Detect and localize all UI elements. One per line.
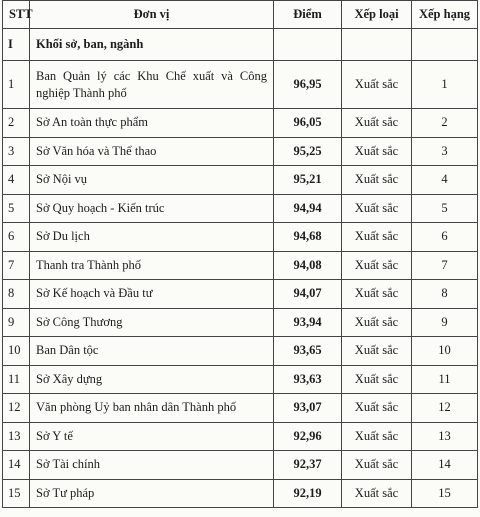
- table-row: [3, 308, 478, 337]
- row-unit: Sở Tư pháp: [30, 479, 274, 508]
- table-row: [3, 422, 478, 451]
- row-stt: 5: [3, 194, 30, 223]
- table-row: [3, 61, 478, 109]
- table-row: [3, 479, 478, 508]
- ranking-table: [2, 0, 478, 508]
- row-rank: Xuất sắc: [342, 61, 412, 109]
- row-position: 8: [412, 280, 478, 309]
- row-rank: Xuất sắc: [342, 251, 412, 280]
- header-stt: STT: [3, 1, 30, 29]
- row-position: 5: [412, 194, 478, 223]
- row-stt: 11: [3, 365, 30, 394]
- row-score: 93,94: [274, 308, 342, 337]
- row-score: 92,96: [274, 422, 342, 451]
- row-unit: Ban Quản lý các Khu Chế xuất và Công nghiệp Thành phố: [30, 61, 274, 109]
- row-stt: 3: [3, 137, 30, 166]
- row-position: 6: [412, 223, 478, 252]
- section-title: Khối sở, ban, ngành: [30, 29, 274, 61]
- row-position: 1: [412, 61, 478, 109]
- row-unit: Sở Du lịch: [30, 223, 274, 252]
- table-row: [3, 280, 478, 309]
- row-unit: Sở Văn hóa và Thể thao: [30, 137, 274, 166]
- row-rank: Xuất sắc: [342, 422, 412, 451]
- row-rank: Xuất sắc: [342, 166, 412, 195]
- row-score: 92,37: [274, 451, 342, 480]
- row-position: 12: [412, 394, 478, 423]
- row-position: 9: [412, 308, 478, 337]
- row-position: 7: [412, 251, 478, 280]
- row-rank: Xuất sắc: [342, 451, 412, 480]
- header-rank: Xếp loại: [342, 1, 412, 29]
- row-position: 2: [412, 109, 478, 138]
- row-rank: Xuất sắc: [342, 137, 412, 166]
- header-position: Xếp hạng: [412, 1, 478, 29]
- row-stt: 15: [3, 479, 30, 508]
- row-unit: Sở Kế hoạch và Đầu tư: [30, 280, 274, 309]
- row-score: 93,07: [274, 394, 342, 423]
- row-stt: 4: [3, 166, 30, 195]
- table-row: [3, 337, 478, 366]
- row-score: 94,68: [274, 223, 342, 252]
- row-unit: Thanh tra Thành phố: [30, 251, 274, 280]
- table-body: [3, 29, 478, 508]
- table-row: [3, 394, 478, 423]
- table-row: [3, 194, 478, 223]
- row-score: 94,07: [274, 280, 342, 309]
- row-stt: 14: [3, 451, 30, 480]
- row-rank: Xuất sắc: [342, 280, 412, 309]
- row-stt: 9: [3, 308, 30, 337]
- row-rank: Xuất sắc: [342, 223, 412, 252]
- row-position: 14: [412, 451, 478, 480]
- table-row: [3, 137, 478, 166]
- row-score: 93,63: [274, 365, 342, 394]
- row-position: 11: [412, 365, 478, 394]
- row-unit: Ban Dân tộc: [30, 337, 274, 366]
- row-rank: Xuất sắc: [342, 109, 412, 138]
- section-empty-cell: [412, 29, 478, 61]
- row-stt: 6: [3, 223, 30, 252]
- row-position: 10: [412, 337, 478, 366]
- row-position: 3: [412, 137, 478, 166]
- row-score: 95,25: [274, 137, 342, 166]
- row-position: 13: [412, 422, 478, 451]
- row-unit: Sở Y tế: [30, 422, 274, 451]
- table-row: [3, 166, 478, 195]
- row-stt: 7: [3, 251, 30, 280]
- row-stt: 13: [3, 422, 30, 451]
- header-unit: Đơn vị: [30, 1, 274, 29]
- row-score: 95,21: [274, 166, 342, 195]
- row-unit: Sở Nội vụ: [30, 166, 274, 195]
- row-unit: Sở Tài chính: [30, 451, 274, 480]
- table-row: [3, 223, 478, 252]
- section-empty-cell: [274, 29, 342, 61]
- row-position: 15: [412, 479, 478, 508]
- row-position: 4: [412, 166, 478, 195]
- row-rank: Xuất sắc: [342, 337, 412, 366]
- row-unit: Sở Công Thương: [30, 308, 274, 337]
- row-score: 94,94: [274, 194, 342, 223]
- row-unit: Sở An toàn thực phẩm: [30, 109, 274, 138]
- row-stt: 12: [3, 394, 30, 423]
- row-score: 92,19: [274, 479, 342, 508]
- row-rank: Xuất sắc: [342, 479, 412, 508]
- row-score: 96,05: [274, 109, 342, 138]
- row-rank: Xuất sắc: [342, 365, 412, 394]
- row-rank: Xuất sắc: [342, 194, 412, 223]
- section-number: I: [3, 29, 30, 61]
- row-rank: Xuất sắc: [342, 308, 412, 337]
- row-unit: Văn phòng Uỷ ban nhân dân Thành phố: [30, 394, 274, 423]
- header-score: Điểm: [274, 1, 342, 29]
- row-stt: 10: [3, 337, 30, 366]
- section-empty-cell: [342, 29, 412, 61]
- row-unit: Sở Xây dựng: [30, 365, 274, 394]
- row-stt: 8: [3, 280, 30, 309]
- row-score: 93,65: [274, 337, 342, 366]
- row-stt: 2: [3, 109, 30, 138]
- row-rank: Xuất sắc: [342, 394, 412, 423]
- table-row: [3, 109, 478, 138]
- row-unit: Sở Quy hoạch - Kiến trúc: [30, 194, 274, 223]
- table-row: [3, 451, 478, 480]
- row-score: 96,95: [274, 61, 342, 109]
- table-header: [3, 1, 478, 29]
- row-stt: 1: [3, 61, 30, 109]
- section-row: [3, 29, 478, 61]
- row-score: 94,08: [274, 251, 342, 280]
- table-row: [3, 251, 478, 280]
- table-row: [3, 365, 478, 394]
